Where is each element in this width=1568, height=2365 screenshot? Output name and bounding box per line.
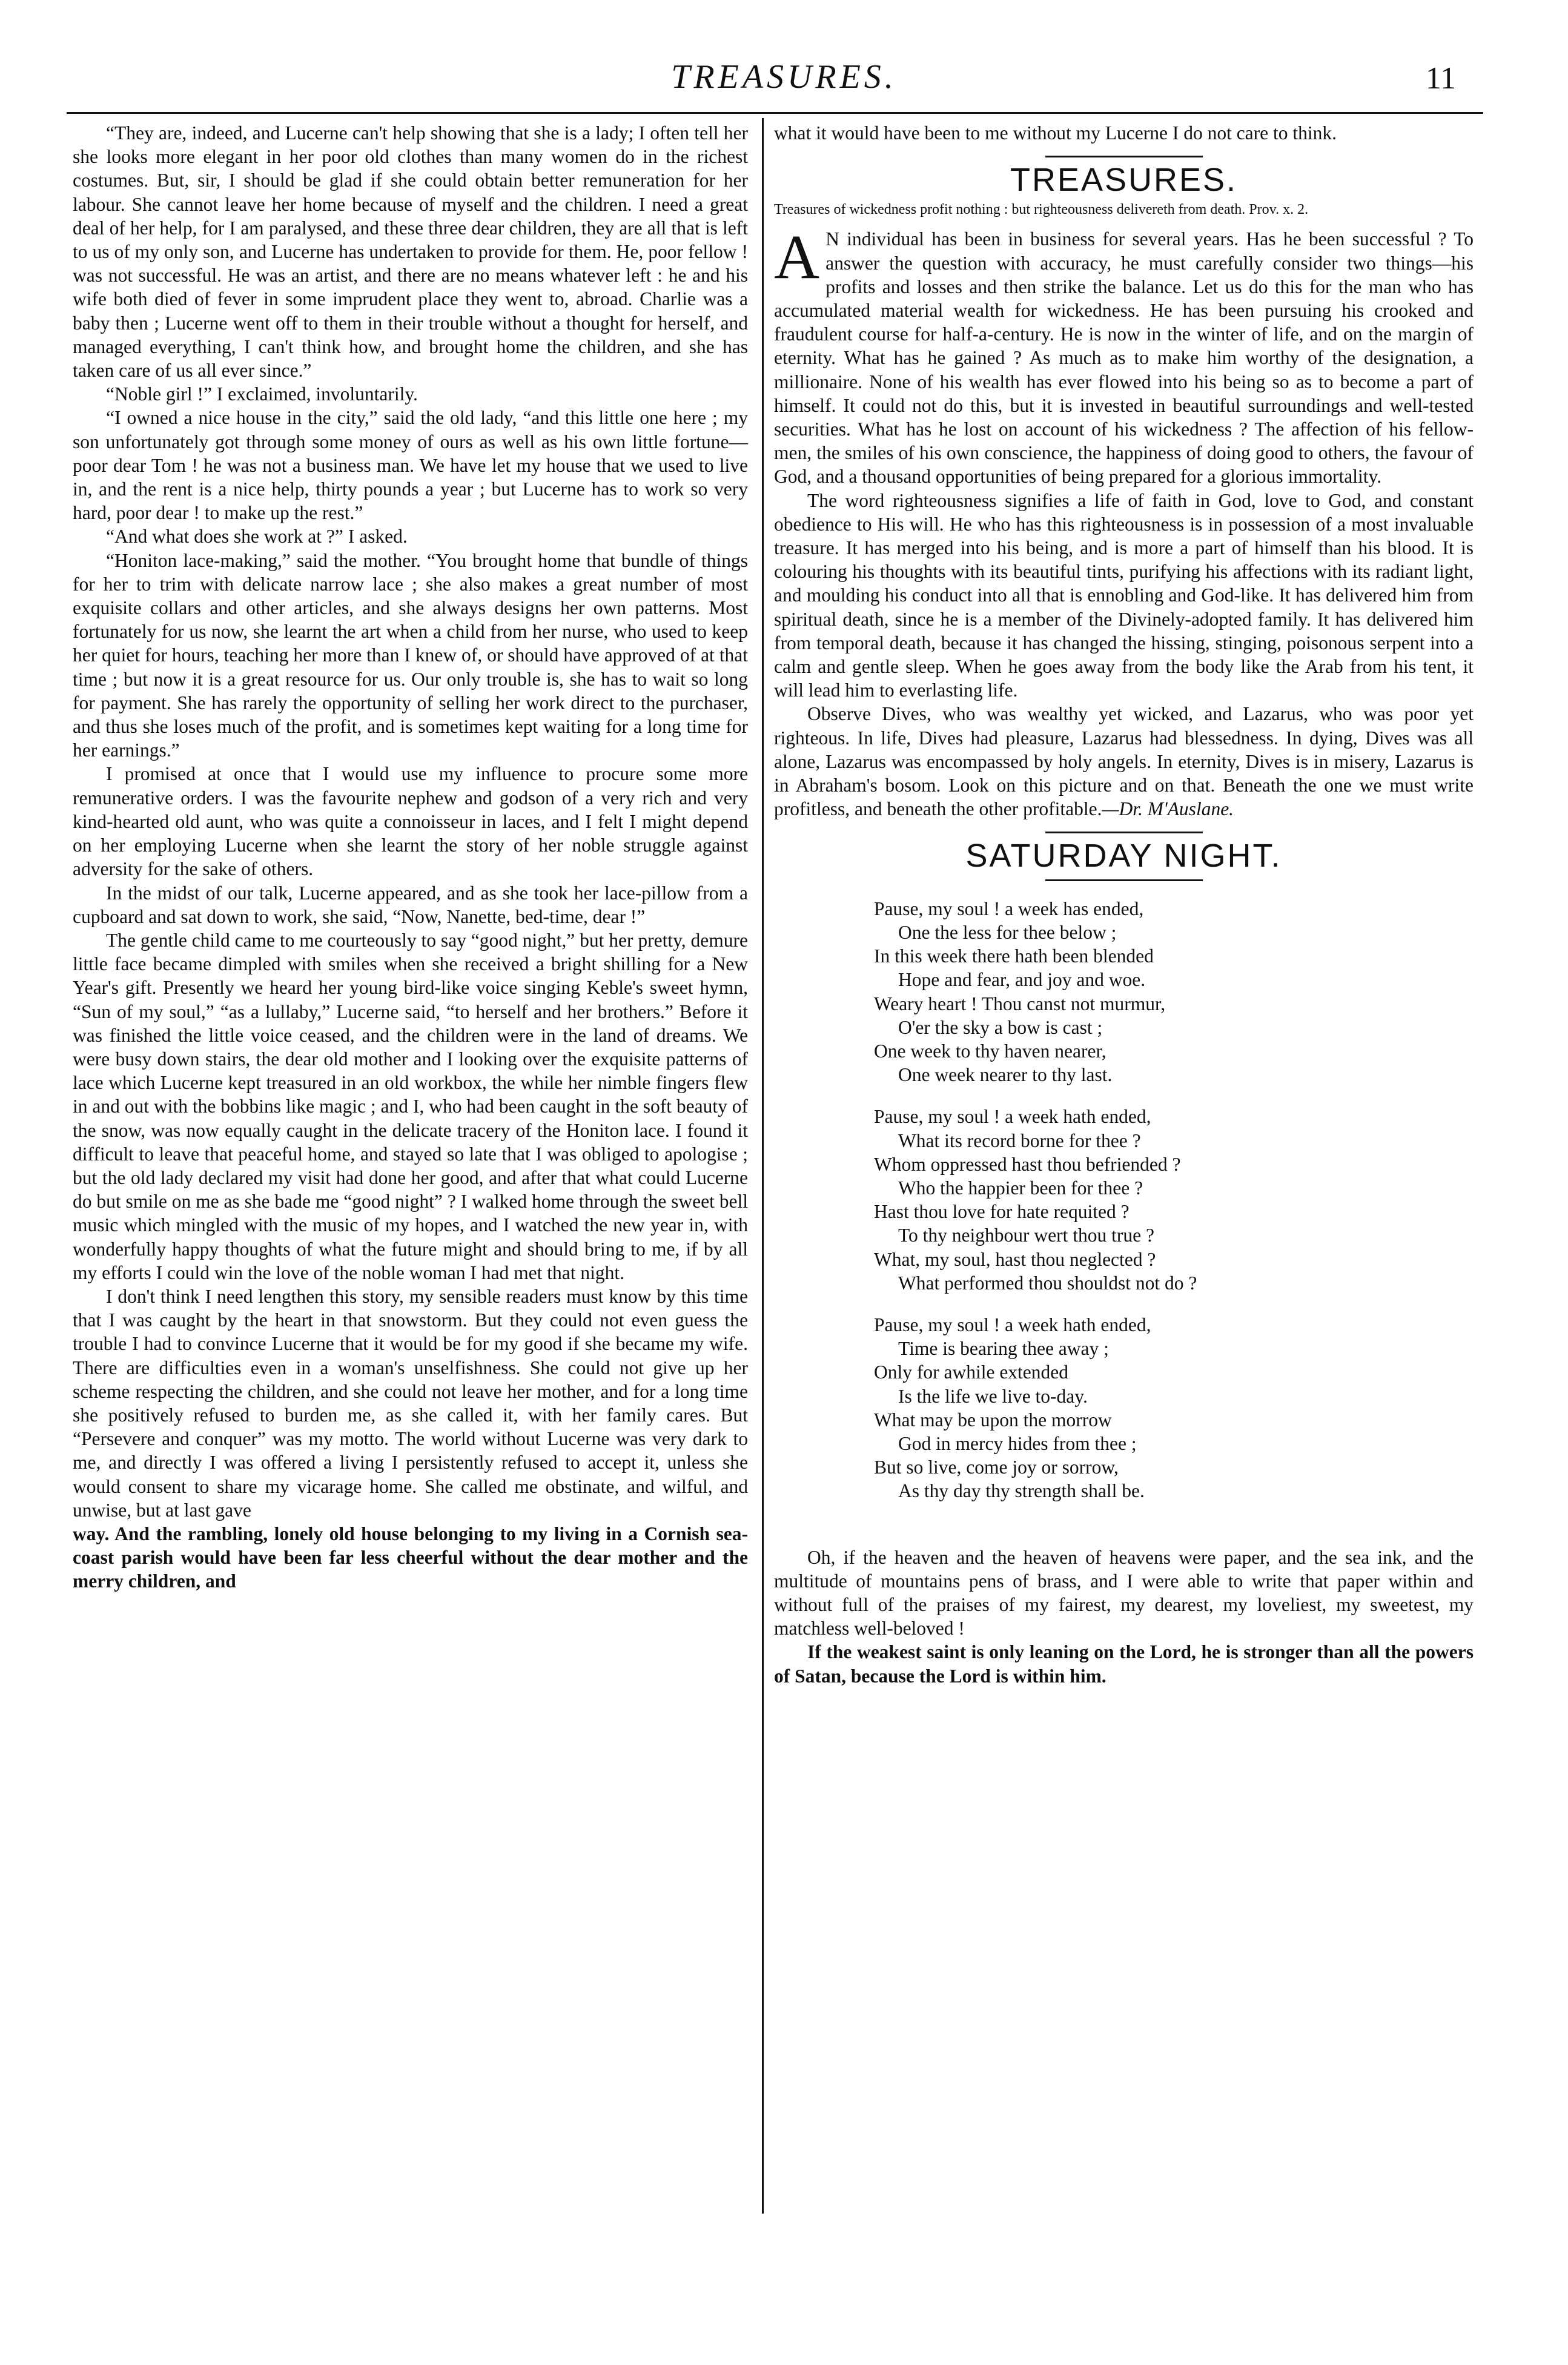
story-paragraph: In the midst of our talk, Lucerne appeared, and as she took her lace-pillow from a cupboard and sat down to work, she said, “Now, Nanette, bed-time, dear !”	[73, 882, 748, 927]
story-paragraph: “Honiton lace-making,” said the mother. “You brought home that bundle of things for her to trim with delicate narrow lace ; she also makes a great number of most exquisite collars and other articles, and she always designs her own patterns. Most fortunately for us now, she learnt the art when a child from her nurse, who used to keep her quiet for hours, teaching her more than I knew of, or should have approved of at that time ; but now it is a great resource for us. Our only trouble is, she has to wait so long for payment. She has rarely the opportunity of selling her work direct to the purchaser, and thus she loses much of the profit, and is sometimes kept waiting for a long time for her earnings.”	[73, 549, 748, 761]
treasures-paragraph	[774, 702, 1474, 821]
poem-line: To thy neighbour wert thou true ?	[898, 1225, 1154, 1246]
poem-line: Who the happier been for thee ?	[898, 1177, 1143, 1199]
column-divider	[762, 118, 764, 2214]
story-paragraph: I don't think I need lengthen this story, my sensible readers must know by this time that I was caught by the heart in that snowstorm. But they could not even guess the trouble I had to convince Lucerne that it would be for my good if she became my wife. There are difficulties even in a woman's unselfishness. She could not give up her scheme respecting the children, and she could not leave her mother, and for a long time she positively refused to burden me, as she called it, with her family cares. But “Persevere and conquer” was my motto. The world without Lucerne was very dark to me, and directly I was offered a living I persistently refused to accept it, unless she would consent to share my vicarage home. She called me obstinate, and wilful, and unwise, but at last gave	[73, 1285, 748, 1521]
poem-line: One week to thy haven nearer,	[874, 1040, 1107, 1062]
story-paragraph: “Noble girl !” I exclaimed, involuntarily.	[106, 383, 418, 405]
poem-line: One the less for thee below ;	[898, 921, 1117, 943]
poem-line: Pause, my soul ! a week hath ended,	[874, 1314, 1151, 1335]
treasures-paragraph-text: Observe Dives, who was wealthy yet wicked, and Lazarus, who was poor yet righteous. In life, Dives had pleasure, Lazarus had blessedness. In dying, Dives was all alone, Lazarus was encompassed by holy angels. In eternity, Dives is in misery, Lazarus is in Abraham's bosom. Look on this picture and on that. Beneath the one we must write profitless, and beneath the other profitable.	[774, 703, 1474, 820]
treasures-paragraph: The word righteousness signifies a life of faith in God, love to God, and constant obedience to His will. He who has this righteousness is in possession of a most invaluable treasure. It has merged into his being, and is more a part of himself than his blood. It is colouring his thoughts with its beautiful tints, purifying his affections with its radiant light, and moulding his conduct into all that is ennobling and God-like. It has delivered him from spiritual death, since he is a member of the Divinely-adopted family. It has delivered him from temporal death, because it has changed the hissing, stinging, poisonous serpent into a calm and gentle sleep. When he goes away from the body like the Arab from his tent, it will lead him to everlasting life.	[774, 489, 1474, 701]
section-rule	[1045, 832, 1203, 833]
poem-line: But so live, come joy or sorrow,	[874, 1457, 1119, 1478]
poem-stanza	[874, 1313, 1474, 1503]
story-paragraph: “They are, indeed, and Lucerne can't help showing that she is a lady; I often tell her she looks more elegant in her poor old clothes than many women do in the richest costumes. But, sir, I should be glad if she could obtain better remuneration for her labour. She cannot leave her home because of myself and the children. I need a great deal of her help, for I am paralysed, and these three dear children, they are all that is left to us of my only son, and Lucerne has undertaken to provide for them. He, poor fellow ! was not successful. He was an artist, and there are no means whatever left : he and his wife both died of fever in some imprudent place they went to, abroad. Charlie was a baby then ; Lucerne went off to them in their trouble without a thought for herself, and managed everything, I can't think how, and brought home the children, and she has taken care of us all ever since.”	[73, 122, 748, 382]
treasures-epigraph: Treasures of wickedness profit nothing : but righteousness delivereth from death. Prov. x. 2.	[774, 202, 1309, 218]
closing-bold-paragraph: If the weakest saint is only leaning on the Lord, he is stronger than all the powers of Satan, because the Lord is within him.	[774, 1641, 1474, 1687]
poem-line: Whom oppressed hast thou befriended ?	[874, 1153, 1181, 1175]
section-rule	[1045, 879, 1203, 881]
poem-line: God in mercy hides from thee ;	[898, 1432, 1137, 1454]
page-number: 11	[1425, 61, 1456, 96]
poem-line: Pause, my soul ! a week hath ended,	[874, 1106, 1151, 1128]
story-continuation: what it would have been to me without my Lucerne I do not care to think.	[774, 122, 1337, 144]
treasures-paragraph-text: N individual has been in business for several years. Has he been successful ? To answer the question with accuracy, he must carefully consider two things—his profits and losses and then strike the balance. Let us do this for the man who has accumulated material wealth for wickedness. He has been pursuing his crooked and fraudulent course for half-a-century. He is now in the winter of life, and on the margin of eternity. What has he gained ? As much as to make him worthy of the designation, a millionaire. None of his wealth has ever flowed into his being so as to become a part of himself. It could not do this, but it is invested in beautiful surroundings and well-tested securities. What has he lost on account of his wickedness ? The affection of his fellow-men, the smiles of his own conscience, the happiness of doing good to others, the favour of God, and a thousand opportunities of being prepared for a glorious immortality.	[774, 228, 1474, 488]
poem-stanza	[874, 897, 1474, 1087]
poem-line: Only for awhile extended	[874, 1361, 1069, 1383]
story-paragraph: “I owned a nice house in the city,” said the old lady, “and this little one here ; my son unfortunately got through some money of ours as well as his own little fortune—poor dear Tom ! he was not a business man. We have let my house that we used to live in, and the rent is a nice help, thirty pounds a year ; but Lucerne has to work so very hard, poor dear ! to make up the rest.”	[73, 407, 748, 524]
header-rule	[67, 112, 1483, 114]
section-rule	[1045, 156, 1203, 157]
poem-line: Hope and fear, and joy and woe.	[898, 969, 1146, 991]
story-paragraph: The gentle child came to me courteously to say “good night,” but her pretty, demure little face became dimpled with smiles when she received a bright shilling for a New Year's gift. Presently we heard her young bird-like voice singing Keble's sweet hymn, “Sun of my soul,” “as a lullaby,” Lucerne said, “to herself and her brothers.” Before it was finished the little voice ceased, and the children were in the land of dreams. We were busy down stairs, the dear old mother and I looking over the exquisite patterns of lace which Lucerne kept treasured in an old workbox, the while her nimble fingers flew in and out with the bobbins like magic ; and I, who had been caught in the soft beauty of the snow, was now equally caught in the delicate tracery of the Honiton lace. I found it difficult to leave that peaceful home, and stayed so late that I was obliged to apologise ; but the old lady declared my visit had done her good, and after that what could Lucerne do but smile on me as she bade me “good night” ? I walked home through the sweet bell music which mingled with the music of my hopes, and I watched the new year in, with wonderfully happy thoughts of what the future might and should bring to me, if by all my efforts I could win the love of the noble woman I had met that night.	[73, 929, 748, 1283]
treasures-byline: —Dr. M'Auslane.	[1102, 798, 1234, 820]
poem	[874, 897, 1474, 1503]
story-closing-bold: way. And the rambling, lonely old house belonging to my living in a Cornish sea-coast parish would have been far less cheerful without the dear mother and the merry children, and	[73, 1523, 748, 1592]
saturday-night-title: SATURDAY NIGHT.	[965, 838, 1282, 875]
poem-line: What performed thou shouldst not do ?	[898, 1272, 1197, 1294]
running-title: TREASURES.	[671, 58, 897, 96]
treasures-paragraph	[774, 222, 1474, 488]
poem-line: Is the life we live to-day.	[898, 1385, 1088, 1407]
left-column	[73, 121, 748, 1593]
story-paragraph: “And what does she work at ?” I asked.	[106, 526, 408, 547]
poem-line: What, my soul, hast thou neglected ?	[874, 1248, 1156, 1270]
poem-line: In this week there hath been blended	[874, 945, 1154, 967]
poem-line: O'er the sky a bow is cast ;	[898, 1016, 1103, 1038]
treasures-title: TREASURES.	[1010, 162, 1238, 199]
poem-line: Hast thou love for hate requited ?	[874, 1201, 1130, 1223]
spacer	[774, 1521, 1474, 1546]
poem-line: One week nearer to thy last.	[898, 1064, 1113, 1086]
closing-paragraph: Oh, if the heaven and the heaven of heavens were paper, and the sea ink, and the multitude of mountains pens of brass, and I were able to write that paper within and without full of the praises of my fairest, my dearest, my loveliest, my sweetest, my matchless well-beloved !	[774, 1546, 1474, 1639]
poem-line: Pause, my soul ! a week has ended,	[874, 898, 1144, 919]
poem-line: As thy day thy strength shall be.	[898, 1480, 1145, 1502]
poem-line: Time is bearing thee away ;	[898, 1338, 1109, 1360]
story-paragraph: I promised at once that I would use my influence to procure some more remunerative orders. I was the favourite nephew and godson of a very rich and very kind-hearted old aunt, who was quite a connoisseur in laces, and I felt I might depend on her employing Lucerne when she learnt the story of her noble struggle against adversity for the sake of others.	[73, 763, 748, 880]
poem-line: Weary heart ! Thou canst not murmur,	[874, 993, 1166, 1014]
right-column	[774, 121, 1474, 1688]
poem-line: What its record borne for thee ?	[898, 1130, 1141, 1151]
drop-cap: A	[774, 222, 820, 293]
poem-stanza	[874, 1105, 1474, 1295]
poem-line: What may be upon the morrow	[874, 1409, 1112, 1431]
